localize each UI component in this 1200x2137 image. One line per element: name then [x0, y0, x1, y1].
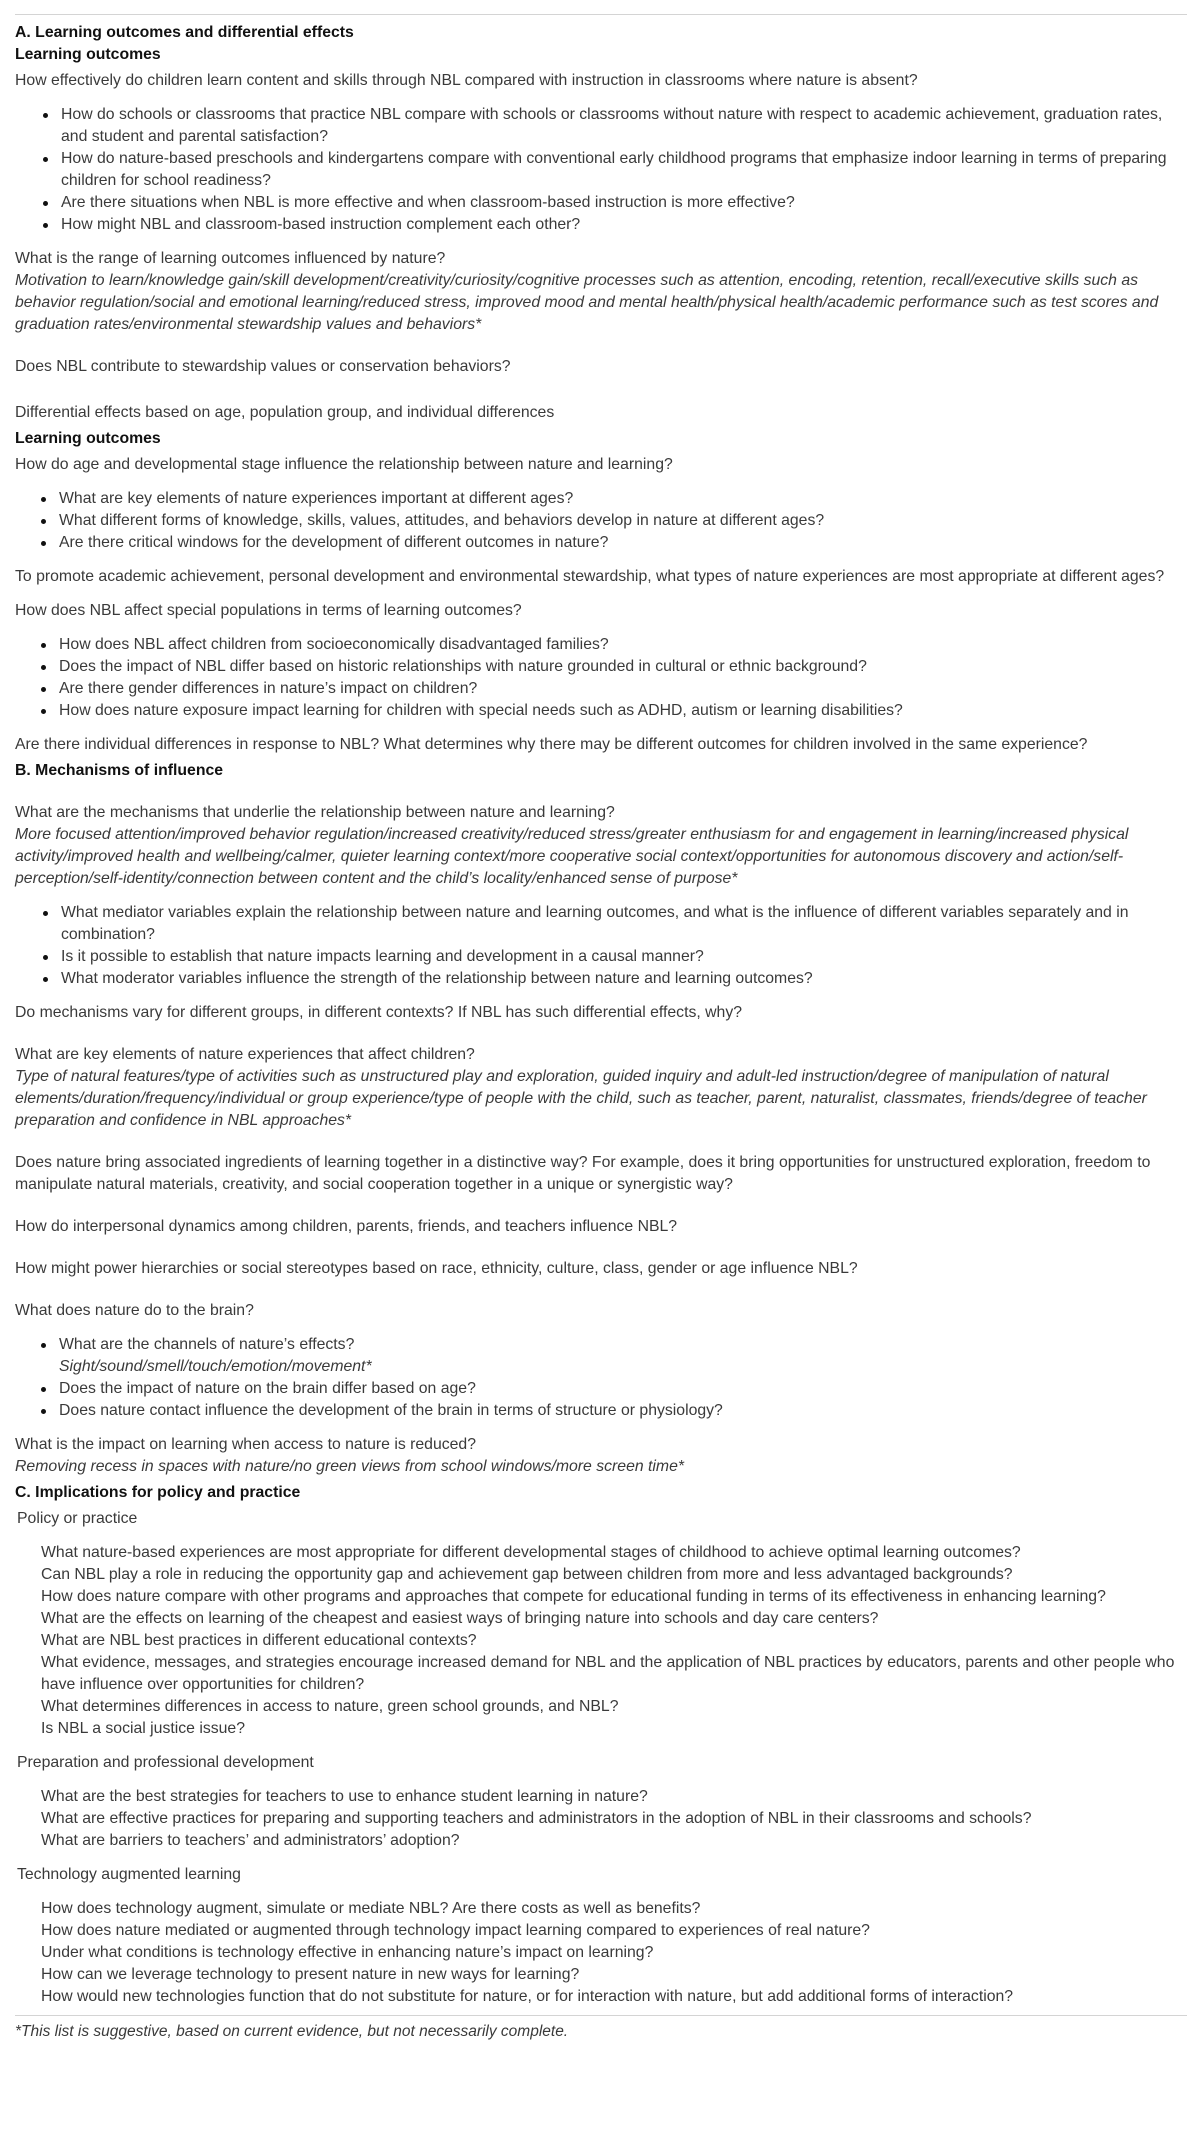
- top-rule: [15, 14, 1187, 15]
- range-list: Motivation to learn/knowledge gain/skill development/creativity/curiosity/cognitive processes such as attention, encoding, retention, recall/executive skills such as behavior regulation/social and emotional learning/reduced stress, improved mood and mental health/physical health/academic performance such as test scores and graduation rates/environmental stewardship values and behaviors*: [15, 272, 1159, 333]
- list-item: What different forms of knowledge, skills, values, attitudes, and behaviors develop in nature at different ages?: [15, 510, 1187, 532]
- section-a-heading: A. Learning outcomes and differential effects: [15, 24, 354, 41]
- power-question: How might power hierarchies or social stereotypes based on race, ethnicity, culture, class, gender or age influence NBL?: [15, 1260, 858, 1277]
- list-item: Can NBL play a role in reducing the opportunity gap and achievement gap between children from more and less advantaged backgrounds?: [41, 1566, 1013, 1583]
- age-question: How do age and developmental stage influence the relationship between nature and learning?: [15, 456, 673, 473]
- learning-outcomes-subheading-2: Learning outcomes: [15, 430, 161, 447]
- list-item: How does technology augment, simulate or mediate NBL? Are there costs as well as benefits?: [41, 1900, 701, 1917]
- list-item: Is it possible to establish that nature impacts learning and development in a causal manner?: [15, 946, 1187, 968]
- preparation-items: [15, 1786, 1187, 1852]
- effectiveness-question: How effectively do children learn content and skills through NBL compared with instruction in classrooms where nature is absent?: [15, 72, 918, 89]
- list-item: What determines differences in access to nature, green school grounds, and NBL?: [41, 1698, 619, 1715]
- list-item: Is NBL a social justice issue?: [41, 1720, 245, 1737]
- list-item: Does nature contact influence the development of the brain in terms of structure or physiology?: [15, 1400, 1187, 1422]
- preparation-label: Preparation and professional development: [17, 1754, 314, 1771]
- special-populations-question: How does NBL affect special populations in terms of learning outcomes?: [15, 602, 522, 619]
- technology-items: [15, 1898, 1187, 2008]
- list-item: What are the effects on learning of the cheapest and easiest ways of bringing nature into schools and day care centers?: [41, 1610, 879, 1627]
- section-c-heading: C. Implications for policy and practice: [15, 1484, 301, 1501]
- effectiveness-bullets: [15, 104, 1187, 236]
- list-item: How does nature exposure impact learning for children with special needs such as ADHD, autism or learning disabilities?: [15, 700, 1187, 722]
- promote-question: To promote academic achievement, personal development and environmental stewardship, what types of nature experiences are most appropriate at different ages?: [15, 568, 1165, 585]
- list-item: How do nature-based preschools and kindergartens compare with conventional early childhood programs that emphasize indoor learning in terms of preparing children for school readiness?: [15, 148, 1187, 192]
- brain-question: What does nature do to the brain?: [15, 1302, 254, 1319]
- channels-list: Sight/sound/smell/touch/emotion/movement*: [59, 1358, 372, 1375]
- list-item: How does nature compare with other programs and approaches that compete for educational funding in terms of its effectiveness in enhancing learning?: [41, 1588, 1106, 1605]
- list-item: How does NBL affect children from socioeconomically disadvantaged families?: [15, 634, 1187, 656]
- list-item: Under what conditions is technology effective in enhancing nature’s impact on learning?: [41, 1944, 654, 1961]
- list-item: Are there critical windows for the development of different outcomes in nature?: [15, 532, 1187, 554]
- research-questions-table: [15, 14, 1187, 2043]
- list-item: What mediator variables explain the relationship between nature and learning outcomes, and what is the influence of different variables separately and in combination?: [15, 902, 1187, 946]
- special-populations-bullets: [15, 634, 1187, 722]
- individual-differences-question: Are there individual differences in response to NBL? What determines why there may be different outcomes for children involved in the same experience?: [15, 736, 1088, 753]
- brain-bullets: [15, 1334, 1187, 1422]
- list-item: What are NBL best practices in different educational contexts?: [41, 1632, 477, 1649]
- range-question: What is the range of learning outcomes influenced by nature?: [15, 250, 446, 267]
- list-item: What are effective practices for preparing and supporting teachers and administrators in the adoption of NBL in their classrooms and schools?: [41, 1810, 1032, 1827]
- learning-outcomes-subheading: Learning outcomes: [15, 46, 161, 63]
- ingredients-question: Does nature bring associated ingredients of learning together in a distinctive way? For example, does it bring opportunities for unstructured exploration, freedom to manipulate natural materials, creativity, and social cooperation together in a unique or synergistic way?: [15, 1154, 1151, 1193]
- mechanisms-bullets: [15, 902, 1187, 990]
- list-item: Does the impact of NBL differ based on historic relationships with nature grounded in cultural or ethnic background?: [15, 656, 1187, 678]
- reduced-access-question: What is the impact on learning when access to nature is reduced?: [15, 1436, 476, 1453]
- list-item: Are there situations when NBL is more effective and when classroom-based instruction is more effective?: [15, 192, 1187, 214]
- list-item: What are key elements of nature experiences important at different ages?: [15, 488, 1187, 510]
- bottom-rule: [15, 2015, 1187, 2016]
- list-item: What nature-based experiences are most appropriate for different developmental stages of childhood to achieve optimal learning outcomes?: [41, 1544, 1021, 1561]
- reduced-access-list: Removing recess in spaces with nature/no green views from school windows/more screen time*: [15, 1458, 685, 1475]
- vary-question: Do mechanisms vary for different groups, in different contexts? If NBL has such differential effects, why?: [15, 1004, 743, 1021]
- channels-question: What are the channels of nature’s effects?: [59, 1336, 355, 1353]
- list-item: [15, 1334, 1187, 1378]
- list-item: Does the impact of nature on the brain differ based on age?: [15, 1378, 1187, 1400]
- list-item: How does nature mediated or augmented through technology impact learning compared to experiences of real nature?: [41, 1922, 870, 1939]
- list-item: What are the best strategies for teachers to use to enhance student learning in nature?: [41, 1788, 648, 1805]
- key-elements-question: What are key elements of nature experiences that affect children?: [15, 1046, 475, 1063]
- list-item: How might NBL and classroom-based instruction complement each other?: [15, 214, 1187, 236]
- mechanisms-list: More focused attention/improved behavior regulation/increased creativity/reduced stress/greater enthusiasm for and engagement in learning/increased physical activity/improved health and wellbeing/calmer, quieter learning context/more cooperative social context/opportunities for autonomous discovery and action/self-perception/self-identity/connection between content and the child’s locality/enhanced sense of purpose*: [15, 826, 1129, 887]
- list-item: How would new technologies function that do not substitute for nature, or for interaction with nature, but add additional forms of interaction?: [41, 1988, 1014, 2005]
- list-item: What moderator variables influence the strength of the relationship between nature and learning outcomes?: [15, 968, 1187, 990]
- footnote: *This list is suggestive, based on current evidence, but not necessarily complete.: [15, 2023, 569, 2040]
- stewardship-question: Does NBL contribute to stewardship values or conservation behaviors?: [15, 358, 511, 375]
- list-item: How do schools or classrooms that practice NBL compare with schools or classrooms without nature with respect to academic achievement, graduation rates, and student and parental satisfaction?: [15, 104, 1187, 148]
- technology-label: Technology augmented learning: [17, 1866, 241, 1883]
- list-item: How can we leverage technology to present nature in new ways for learning?: [41, 1966, 580, 1983]
- list-item: What are barriers to teachers’ and administrators’ adoption?: [41, 1832, 460, 1849]
- mechanisms-question: What are the mechanisms that underlie the relationship between nature and learning?: [15, 804, 615, 821]
- policy-items: [15, 1542, 1187, 1740]
- differential-effects-label: Differential effects based on age, population group, and individual differences: [15, 404, 555, 421]
- section-b-heading: B. Mechanisms of influence: [15, 762, 224, 779]
- list-item: Are there gender differences in nature’s impact on children?: [15, 678, 1187, 700]
- list-item: What evidence, messages, and strategies encourage increased demand for NBL and the application of NBL practices by educators, parents and other people who have influence over opportunities for children?: [41, 1654, 1175, 1693]
- key-elements-list: Type of natural features/type of activities such as unstructured play and exploration, guided inquiry and adult-led instruction/degree of manipulation of natural elements/duration/frequency/individual or group experience/type of people with the child, such as teacher, parent, naturalist, classmates, friends/degree of teacher preparation and confidence in NBL approaches*: [15, 1068, 1147, 1129]
- policy-label: Policy or practice: [17, 1510, 138, 1527]
- interpersonal-question: How do interpersonal dynamics among children, parents, friends, and teachers influence NBL?: [15, 1218, 678, 1235]
- age-bullets: [15, 488, 1187, 554]
